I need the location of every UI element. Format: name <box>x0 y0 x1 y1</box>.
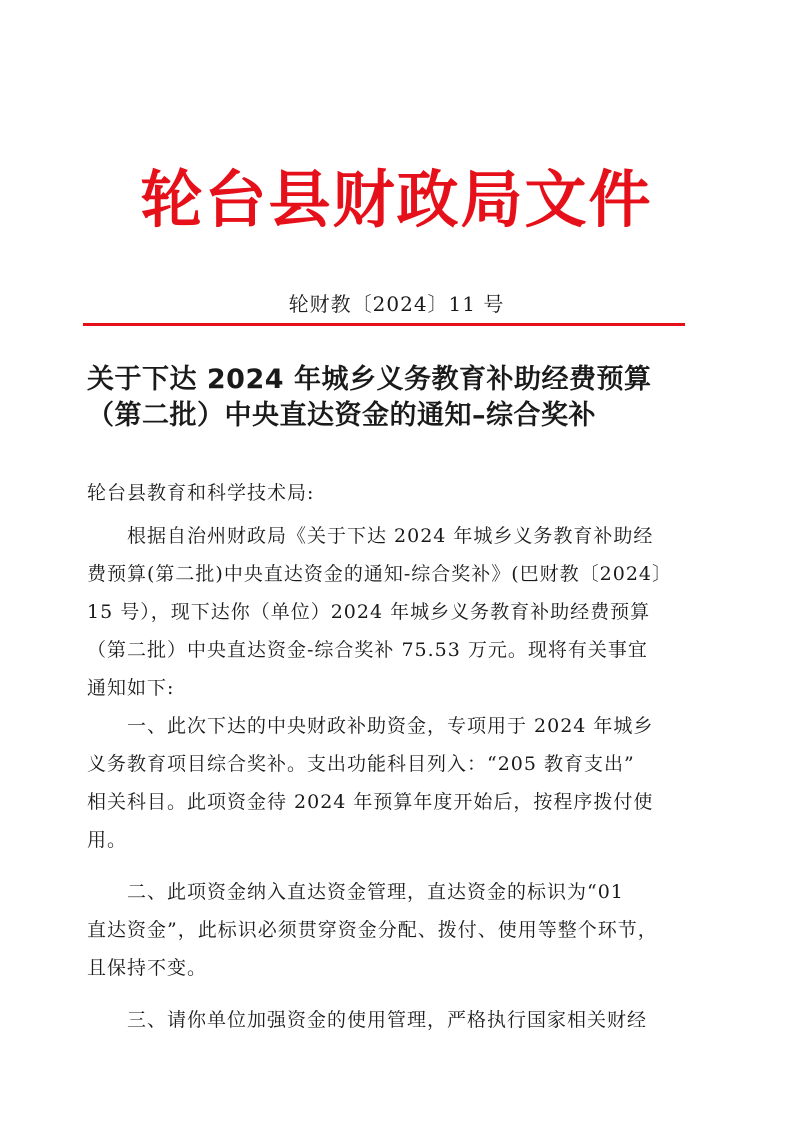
issuer-header-title: 轮台县财政局文件 <box>140 163 653 236</box>
document-title <box>87 362 707 434</box>
paragraph-line: （第二批）中央直达资金-综合奖补 75.53 万元。现将有关事宜 <box>87 639 648 661</box>
title-line-2: （第二批）中央直达资金的通知–综合奖补 <box>87 400 596 431</box>
paragraph-line: 且保持不变。 <box>87 957 208 979</box>
paragraph-line: 15 号），现下达你（单位）2024 年城乡义务教育补助经费预算 <box>87 601 651 623</box>
paragraph-line: 二、此项资金纳入直达资金管理，直达资金的标识为“01 <box>127 881 624 903</box>
paragraph-line: 相关科目。此项资金待 2024 年预算年度开始后，按程序拨付使 <box>87 791 654 813</box>
document-number: 轮财教〔2024〕11 号 <box>288 292 505 316</box>
paragraph-1 <box>87 517 697 707</box>
paragraph-line: 用。 <box>87 829 128 851</box>
paragraph-3 <box>87 873 697 987</box>
paragraph-line: 义务教育项目综合奖补。支出功能科目列入：“205 教育支出” <box>87 753 635 775</box>
red-divider-line <box>83 323 685 326</box>
paragraph-gap <box>87 987 697 1001</box>
title-line-1: 关于下达 2024 年城乡义务教育补助经费预算 <box>87 364 652 395</box>
paragraph-line: 三、请你单位加强资金的使用管理，严格执行国家相关财经 <box>127 1009 648 1031</box>
paragraph-line: 费预算(第二批)中央直达资金的通知-综合奖补》(巴财教〔2024〕 <box>87 563 673 585</box>
document-body <box>87 517 697 1039</box>
paragraph-4 <box>87 1001 697 1039</box>
paragraph-line: 根据自治州财政局《关于下达 2024 年城乡义务教育补助经 <box>127 525 654 547</box>
paragraph-line: 直达资金”，此标识必须贯穿资金分配、拨付、使用等整个环节， <box>87 919 658 941</box>
paragraph-gap <box>87 859 697 873</box>
paragraph-line: 通知如下: <box>87 677 175 699</box>
paragraph-line: 一、此次下达的中央财政补助资金，专项用于 2024 年城乡 <box>127 715 654 737</box>
paragraph-2 <box>87 707 697 859</box>
addressee: 轮台县教育和科学技术局: <box>87 482 315 504</box>
